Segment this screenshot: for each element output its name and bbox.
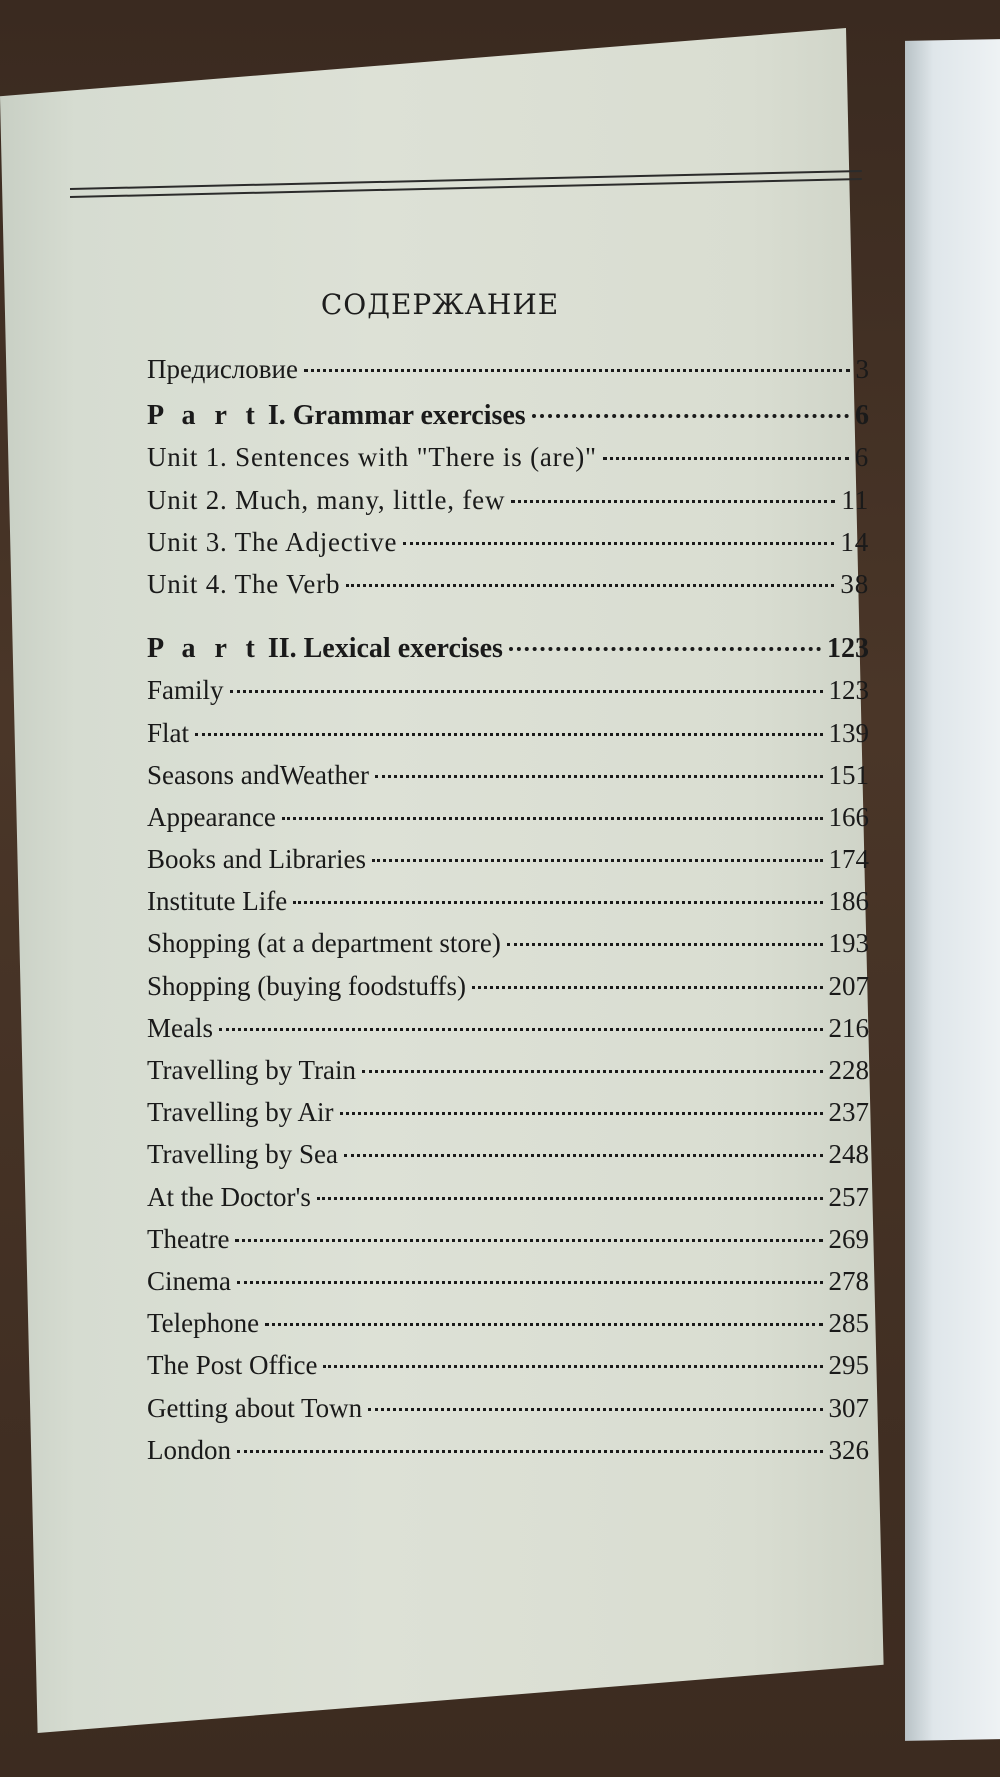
toc-entry-page: 166 [828, 801, 869, 832]
dot-leader [362, 1070, 822, 1073]
toc-entry [147, 1139, 869, 1181]
toc-entry [147, 760, 869, 802]
toc-entry-label: Unit 3. The Adjective [147, 526, 398, 557]
toc-entry-page: 3 [855, 354, 869, 384]
toc-entry [147, 928, 869, 970]
toc-entry-page: 285 [828, 1308, 869, 1339]
toc-entry [147, 802, 869, 844]
dot-leader [293, 901, 822, 904]
toc-entry-label: Getting about Town [147, 1392, 363, 1423]
toc-entry [147, 1097, 869, 1139]
toc-entry-label: Travelling by Train [147, 1055, 357, 1085]
toc-entry [147, 1266, 869, 1308]
dot-leader [237, 1450, 823, 1453]
toc-entry [147, 569, 869, 611]
toc-entry [147, 442, 869, 484]
dot-leader [472, 986, 822, 989]
toc-entry-label: Shopping (buying foodstuffs) [147, 970, 467, 1001]
dot-leader [235, 1239, 822, 1242]
toc-entry-page: 11 [841, 484, 869, 515]
toc-entry-label: Unit 4. The Verb [147, 568, 341, 599]
toc-entry-label: The Post Office [147, 1350, 318, 1381]
dot-leader [603, 457, 849, 460]
toc-entry-intro [147, 354, 869, 396]
toc-entry-label: Unit 1. Sentences with "There is (are)" [147, 442, 597, 473]
dot-leader [317, 1197, 823, 1200]
toc-entry-label: Institute Life [147, 886, 288, 917]
toc-entry [147, 718, 869, 760]
dot-leader [372, 859, 823, 862]
toc-part-2 [147, 633, 869, 675]
toc-entry-page: 6 [855, 400, 869, 432]
toc-entry-label: Theatre [147, 1223, 230, 1254]
toc-entry-page: 139 [828, 717, 869, 748]
dot-leader [340, 1112, 823, 1115]
toc-entry-page: 123 [828, 675, 869, 706]
toc-entry [147, 1308, 869, 1350]
toc-entry-page: 6 [854, 442, 869, 473]
dot-leader [346, 584, 834, 587]
dot-leader [532, 414, 849, 418]
dot-leader [507, 943, 823, 946]
toc-entry-page: 269 [828, 1223, 869, 1254]
toc-entry [147, 675, 869, 717]
toc-entry [147, 1224, 869, 1266]
toc-entry-label: Travelling by Air [147, 1097, 334, 1128]
toc-entry-page: 257 [828, 1181, 869, 1212]
toc-entry [147, 1435, 869, 1477]
toc-entry [147, 1013, 869, 1055]
dot-leader [230, 690, 823, 693]
part-title: II. Lexical exercises [260, 633, 503, 665]
toc-entry-label: Family [147, 675, 224, 706]
dot-leader [511, 500, 835, 503]
dot-leader [265, 1323, 822, 1326]
dot-leader [304, 369, 850, 372]
toc-entry-page: 295 [828, 1350, 869, 1381]
toc-entry-label: Seasons andWeather [147, 759, 369, 790]
toc-entry-label: Unit 2. Much, many, little, few [147, 484, 506, 515]
toc-entry-label: Meals [147, 1012, 213, 1043]
dot-leader [219, 1028, 823, 1031]
toc-entry-label: Books and Libraries [147, 844, 366, 875]
toc-entry-page: 228 [828, 1055, 869, 1085]
toc-entry-page: 14 [840, 526, 869, 557]
dot-leader [195, 733, 822, 736]
toc-entry-page: 307 [828, 1392, 869, 1423]
toc-entry-page: 186 [828, 886, 869, 917]
part-prefix: P a r t [147, 633, 261, 665]
toc-entry-page: 216 [828, 1012, 869, 1043]
part-prefix: P a r t [147, 400, 261, 432]
toc-part-1 [147, 400, 869, 442]
toc-entry-page: 38 [840, 568, 869, 599]
toc-entry-page: 151 [828, 759, 869, 790]
toc-part-label [147, 400, 526, 432]
toc-entry [147, 527, 869, 569]
toc-entry-page: 193 [828, 928, 869, 959]
dot-leader [323, 1365, 822, 1368]
part-2-topics [147, 675, 869, 1477]
toc-entry-label: Flat [147, 717, 190, 748]
toc-entry-label: Предисловие [147, 354, 298, 384]
table-of-contents [147, 354, 869, 1477]
dot-leader [403, 542, 834, 545]
toc-part-label [147, 633, 503, 665]
toc-entry-label: Cinema [147, 1265, 231, 1296]
toc-entry-page: 207 [828, 970, 869, 1001]
toc-entry-label: Shopping (at a department store) [147, 928, 501, 959]
toc-entry [147, 1350, 869, 1392]
toc-entry [147, 1055, 869, 1097]
part-1-units [147, 442, 869, 611]
dot-leader [282, 817, 823, 820]
dot-leader [344, 1154, 823, 1157]
part-title: I. Grammar exercises [260, 400, 526, 432]
toc-entry [147, 844, 869, 886]
toc-entry-label: Appearance [147, 801, 276, 832]
toc-entry-page: 123 [827, 633, 869, 665]
toc-entry-label: Telephone [147, 1308, 260, 1339]
toc-entry [147, 1393, 869, 1435]
toc-entry [147, 485, 869, 527]
toc-entry-label: Travelling by Sea [147, 1139, 338, 1170]
toc-entry [147, 1182, 869, 1224]
page-title: СОДЕРЖАНИЕ [320, 288, 560, 321]
toc-entry-page: 326 [828, 1434, 869, 1465]
dot-leader [509, 647, 821, 651]
toc-entry-page: 278 [828, 1265, 869, 1296]
dot-leader [368, 1408, 822, 1411]
toc-entry-page: 237 [828, 1097, 869, 1128]
toc-entry-page: 248 [828, 1139, 869, 1170]
toc-entry-label: At the Doctor's [147, 1181, 311, 1212]
toc-entry-label: London [147, 1434, 231, 1465]
toc-entry [147, 971, 869, 1013]
toc-entry [147, 886, 869, 928]
dot-leader [237, 1281, 823, 1284]
dot-leader [375, 775, 823, 778]
toc-entry-page: 174 [828, 844, 869, 875]
